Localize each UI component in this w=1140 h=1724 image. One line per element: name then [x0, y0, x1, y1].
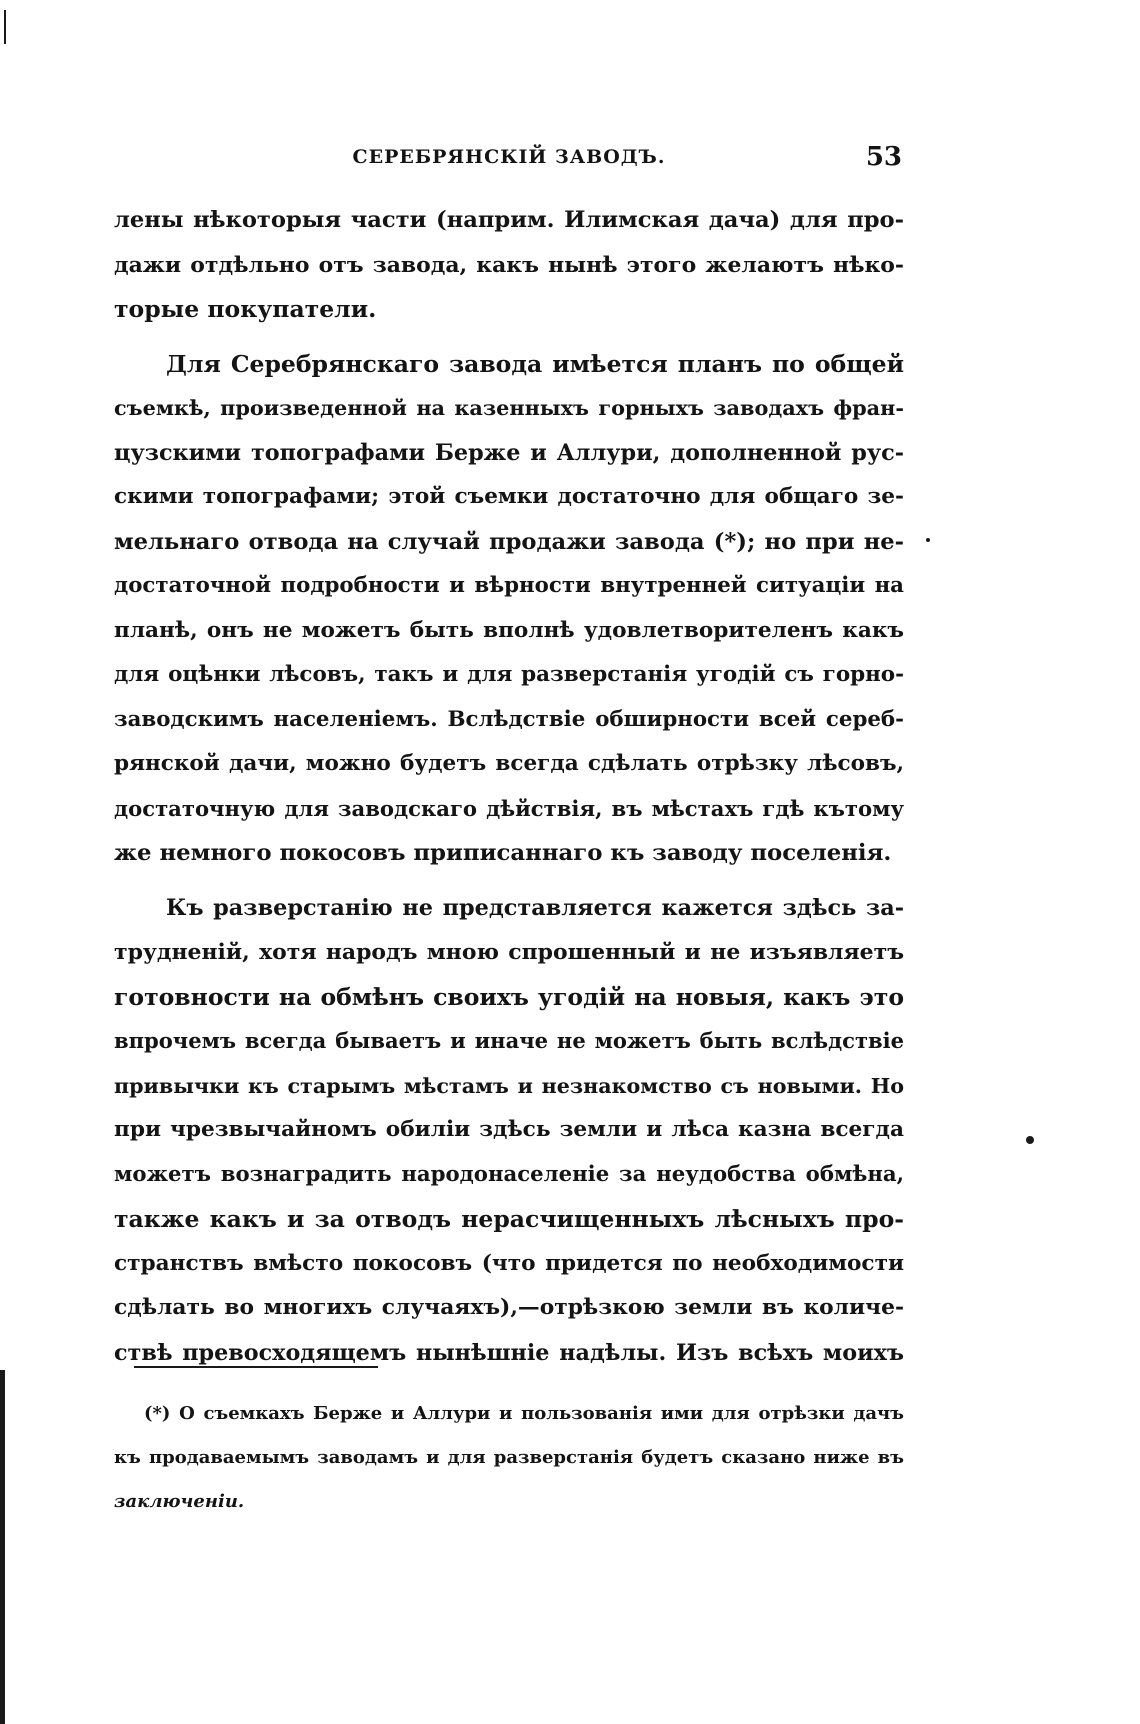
text-line: впрочемъ всегда бываетъ и иначе не можетъ быть вслѣдствіе	[114, 1028, 904, 1053]
scan-speck	[926, 538, 930, 542]
text-line: цузскими топографами Берже и Аллури, дополненной рус-	[114, 439, 904, 466]
footnote-line: заключеніи.	[114, 1491, 245, 1512]
text-line: же немного покосовъ приписаннаго къ заводу поселенія.	[114, 840, 892, 866]
scan-speck	[1026, 1136, 1034, 1144]
running-title: СЕРЕБРЯНСКІЙ ЗАВОДЪ.	[352, 146, 666, 168]
page-number: 53	[865, 142, 902, 172]
text-line: съемкѣ, произведенной на казенныхъ горныхъ заводахъ фран-	[114, 395, 904, 420]
text-line: торые покупатели.	[114, 295, 377, 323]
text-line: привычки къ старымъ мѣстамъ и незнакомство съ новыми. Но	[114, 1073, 904, 1098]
text-line: готовности на обмѣнъ своихъ угодій на новыя, какъ это	[114, 982, 904, 1011]
text-line: для оцѣнки лѣсовъ, такъ и для разверстанія угодій съ горно-	[114, 662, 904, 687]
running-header	[114, 142, 904, 176]
scan-edge-top	[4, 10, 6, 44]
text-line: Къ разверстанію не представляется кажется здѣсь за-	[166, 894, 904, 921]
text-line: также какъ и за отводъ нерасчищенныхъ лѣсныхъ про-	[114, 1205, 904, 1233]
footnote-line: (*) О съемкахъ Берже и Аллури и пользованія ими для отрѣзки дачъ	[144, 1403, 904, 1424]
text-line: лены нѣкоторыя части (наприм. Илимская дача) для про-	[114, 207, 904, 233]
footnote	[114, 1392, 904, 1524]
footnote-line: къ продаваемымъ заводамъ и для разверстанія будетъ сказано ниже въ	[114, 1447, 904, 1468]
text-line: достаточной подробности и вѣрности внутренней ситуаціи на	[114, 573, 904, 598]
text-line: достаточную для заводскаго дѣйствія, въ мѣстахъ гдѣ кътому	[114, 795, 904, 821]
footnote-divider	[134, 1366, 378, 1368]
text-line: рянской дачи, можно будетъ всегда сдѣлать отрѣзку лѣсовъ,	[114, 751, 904, 776]
text-line: Для Серебрянскаго завода имѣется планъ по общей	[166, 349, 904, 378]
text-line: скими топографами; этой съемки достаточно для общаго зе-	[114, 484, 904, 509]
text-line: заводскимъ населеніемъ. Вслѣдствіе обширности всей сереб-	[114, 706, 904, 732]
text-line: планѣ, онъ не можетъ быть вполнѣ удовлетворителенъ какъ	[114, 617, 904, 643]
text-line: трудненій, хотя народъ мною спрошенный и не изъявляетъ	[114, 939, 904, 965]
text-line: при чрезвычайномъ обиліи здѣсь земли и лѣса казна всегда	[114, 1117, 904, 1142]
text-line: сдѣлать во многихъ случаяхъ),—отрѣзкою земли въ количе-	[114, 1295, 904, 1320]
text-line: ствѣ превосходящемъ нынѣшніе надѣлы. Изъ всѣхъ моихъ	[114, 1339, 904, 1366]
text-line: дажи отдѣльно отъ завода, какъ нынѣ этого желаютъ нѣко-	[114, 251, 904, 278]
text-line: можетъ вознаградить народонаселеніе за неудобства обмѣна,	[114, 1161, 904, 1187]
text-line: мельнаго отвода на случай продажи завода (*); но при не-	[114, 528, 904, 555]
scan-edge-bottom	[0, 1370, 5, 1724]
main-text	[114, 198, 904, 1375]
text-line: странствъ вмѣсто покосовъ (что придется по необходимости	[114, 1250, 904, 1276]
